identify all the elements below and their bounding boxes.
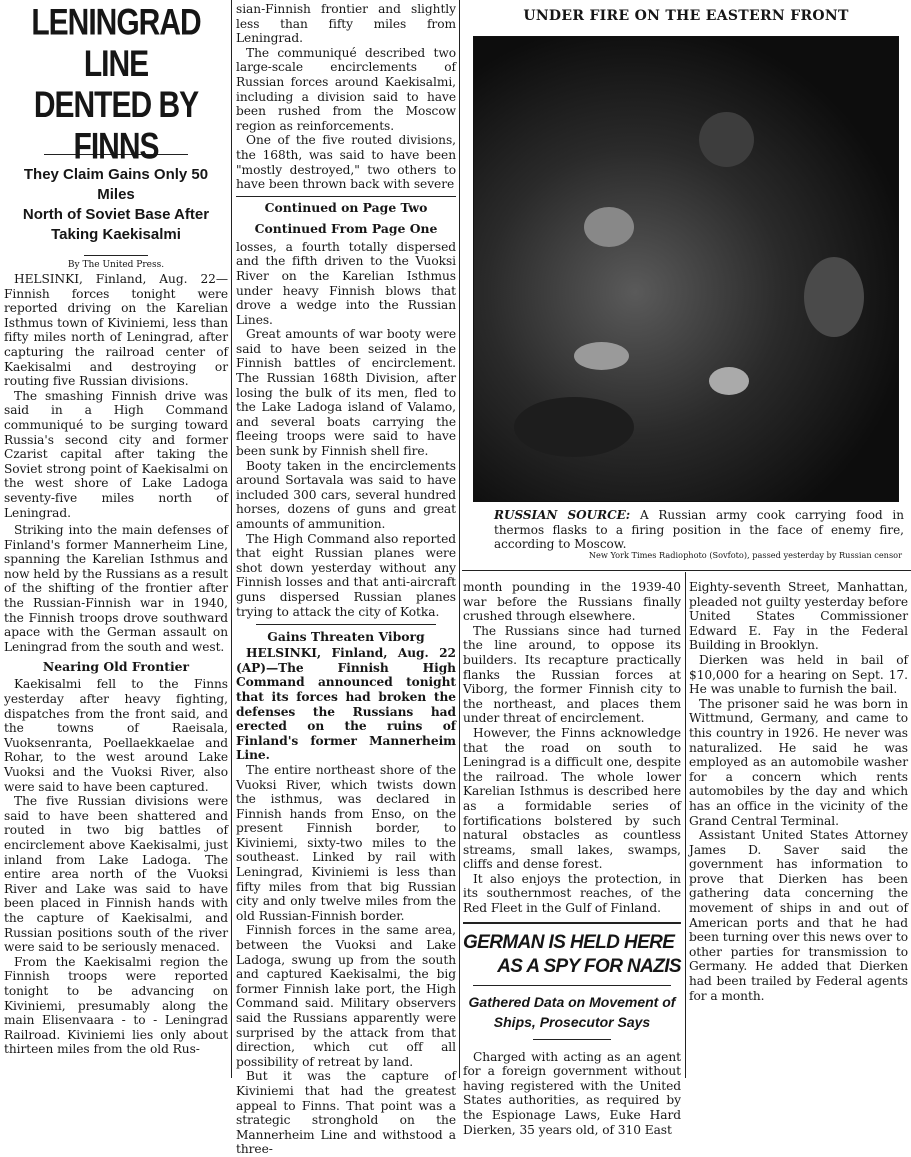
spy-headline bbox=[463, 931, 681, 979]
photo-caption bbox=[494, 508, 904, 552]
subhead-gains-threaten-viborg: Gains Threaten Viborg bbox=[267, 629, 425, 645]
column-rule bbox=[459, 0, 460, 1078]
left-column bbox=[4, 2, 228, 1076]
paragraph: month pounding in the 1939-40 war before the Russians finally crushed through elsewhere. bbox=[463, 580, 681, 624]
paragraph: From the Kaekisalmi region the Finnish troops were reported tonight to be advancing on Kiviniemi, presumably along the main Elisenvaara - to - Leningrad Railroad. Kiviniemi lies only about thirteen miles from the old Rus- bbox=[4, 954, 228, 1057]
continued-on-label: Continued on Page Two bbox=[264, 199, 428, 215]
paragraph: The Russians since had turned the line around, to oppose its builders. Its recapture practically flanks the Russian forces at Viborg, the former Finnish city to the northeast, and places them under threat of encirclement. bbox=[463, 623, 681, 726]
deck-line-2: North of Soviet Base After bbox=[22, 206, 210, 223]
spy-deck-line-1: Gathered Data on Movement of bbox=[468, 993, 676, 1010]
paragraph: The High Command also reported that eight Russian planes were shot down yesterday without any Finnish losses and that anti-aircraft guns dispersed Russian planes trying to attack the city of Kotka. bbox=[236, 531, 456, 619]
photo-credit: New York Times Radiophoto (Sovfoto), passed yesterday by Russian censor bbox=[588, 550, 902, 560]
caption-text: A Russian army cook carrying food in thermos flasks to a firing position in the face of enemy fire, according to Moscow. bbox=[494, 508, 904, 551]
spy-deck bbox=[463, 992, 681, 1032]
paragraph: The five Russian divisions were said to have been shattered and routed in two big battles of encirclement above Kaekisalmi, just inland from Lake Ladoga. The entire area north of the Vuoksi River and Lake was said to have been placed in Finnish hands with the capture of Kaekisalmi, and Russian positions south of the river were said to be seriously menaced. bbox=[4, 794, 228, 955]
spy-headline-rule bbox=[473, 985, 671, 986]
photo-detail bbox=[584, 207, 634, 247]
paragraph: However, the Finns acknowledge that the road on south to Leningrad is a difficult one, despite the railroad. The whole lower Karelian Isthmus is described here as a formidable series of fortifications bolstered by such natural obstacles as countless streams, small lakes, swamps, cliffs and dense forest. bbox=[463, 725, 681, 872]
main-deck bbox=[4, 165, 228, 245]
photo-detail bbox=[514, 397, 634, 457]
spy-headline-line-2: AS A SPY FOR NAZIS bbox=[497, 955, 681, 977]
paragraph: Dierken was held in bail of $10,000 for a hearing on Sept. 17. He was unable to furnish the bail. bbox=[689, 652, 908, 697]
spy-headline-line-1: GERMAN IS HELD HERE bbox=[463, 931, 675, 953]
paragraph: The entire northeast shore of the Vuoksi River, which twists down the isthmus, was declared in Finnish hands from Enso, on the present Finnish border, to Kiviniemi, sixty-two miles to the southeast. Linked by rail with Leningrad, Kiviniemi is less than fifty miles from that big Russian city and only twelve miles from the old Russian-Finnish border. bbox=[236, 762, 456, 923]
main-headline bbox=[4, 2, 228, 167]
main-headline-line-1: LENINGRAD LINE bbox=[31, 2, 201, 85]
paragraph: Booty taken in the encirclements around Sortavala was said to have included 300 cars, several hundred horses, dozens of guns and great amounts of ammunition. bbox=[236, 458, 456, 531]
paragraph: HELSINKI, Finland, Aug. 22—Finnish forces tonight were reported driving on the Karelian Isthmus town of Kiviniemi, less than fifty miles north of Leningrad, after capturing the railroad center of Kaekisalmi and destroying or routing five Russian divisions. bbox=[4, 272, 228, 389]
paragraph: Finnish forces in the same area, between the Vuoksi and Lake Ladoga, swung up from the south and captured Kaekisalmi, the big former Finnish lake port, the High Command said. Military observers said the Russians apparently were surprised by the attack from that direction, which cut off all possibility of retreat by land. bbox=[236, 923, 456, 1069]
photo-block bbox=[462, 2, 910, 568]
photo-detail bbox=[699, 112, 754, 167]
continued-from-label: Continued From Page One bbox=[254, 220, 438, 236]
caption-lead: RUSSIAN SOURCE: bbox=[494, 508, 631, 522]
paragraph: Assistant United States Attorney James D. Saver said the government has information to prove that Dierken has been gathering data concerning the movement of ships in and out of American ports and that he had been turning over this news over to other parties for transmission to Germany. He added that Dierken had been trailed by Federal agents for a month. bbox=[689, 828, 908, 1003]
section-rule bbox=[256, 624, 436, 625]
fourth-column bbox=[689, 580, 908, 1076]
column-rule bbox=[231, 0, 232, 1078]
main-headline-line-2: DENTED BY FINNS bbox=[33, 84, 199, 167]
photo-title: UNDER FIRE ON THE EASTERN FRONT bbox=[523, 8, 849, 24]
deck-line-1: They Claim Gains Only 50 Miles bbox=[23, 166, 209, 203]
paragraph: The smashing Finnish drive was said in a High Command communiqué to be surging toward Russia's second city and former Czarist capital after taking the Soviet strong point of Kaekisalmi on the west shore of Lake Ladoga seventy-five miles north of Leningrad. bbox=[4, 388, 228, 520]
paragraph: Charged with acting as an agent for a foreign government without having registered with the United States authorities, as required by the Espionage Laws, Euke Hard Dierken, 35 years old, of 310 East bbox=[463, 1049, 681, 1137]
third-column bbox=[463, 580, 681, 1137]
paragraph: Great amounts of war booty were said to have been seized in the Finnish battles of encirclement. The Russian 168th Division, after losing the bulk of its men, fled to the Lake Ladoga island of Valamo, and several boats carrying the fleeing troops were said to have been sunk by Finnish shell fire. bbox=[236, 327, 456, 459]
photo-bottom-rule bbox=[462, 570, 911, 571]
subhead-nearing-old-frontier: Nearing Old Frontier bbox=[42, 659, 190, 675]
photo-detail bbox=[574, 342, 629, 370]
photo-detail bbox=[804, 257, 864, 337]
war-photo bbox=[473, 36, 899, 502]
paragraph: One of the five routed divisions, the 168th, was said to have been "mostly destroyed," two others to have been thrown back with severe bbox=[236, 133, 456, 192]
paragraph: Striking into the main defenses of Finland's former Mannerheim Line, spanning the Karelian Isthmus and now held by the Russians as a result of the shifting of the frontier after the Russian-Finnish war in 1940, the Finnish troops drove southward apace with the German assault on Leningrad from the south and west. bbox=[4, 523, 228, 654]
story-rule bbox=[463, 922, 681, 924]
paragraph: The prisoner said he was born in Wittmund, Germany, and came to this country in 1926. He never was naturalized. He said he was employed as an automobile washer for a concern which rents automobiles by the day and which has an office in the vicinity of the Grand Central Terminal. bbox=[689, 696, 908, 828]
paragraph: But it was the capture of Kiviniemi that had the greatest appeal to Finns. That point was a strategic stronghold on the Mannerheim Line and withstood a three- bbox=[236, 1069, 456, 1157]
paragraph: sian-Finnish frontier and slightly less than fifty miles from Leningrad. bbox=[236, 2, 456, 46]
deck-line-3: Taking Kaekisalmi bbox=[51, 226, 181, 243]
paragraph: HELSINKI, Finland, Aug. 22 (AP)—The Finnish High Command announced tonight that its forces had broken the defenses the Russians had erected on the ruins of Finland's former Mannerheim Line. bbox=[236, 646, 456, 763]
spy-deck-rule bbox=[533, 1039, 611, 1040]
paragraph: losses, a fourth totally dispersed and the fifth driven to the Vuoksi River on the Karelian Isthmus under heavy Finnish blows that drove a wedge into the Russian Lines. bbox=[236, 239, 456, 327]
spy-deck-line-2: Ships, Prosecutor Says bbox=[493, 1013, 651, 1030]
photo-detail bbox=[709, 367, 749, 395]
deck-rule bbox=[84, 255, 148, 256]
byline: By The United Press. bbox=[67, 260, 165, 270]
middle-column bbox=[236, 2, 456, 1157]
paragraph: Kaekisalmi fell to the Finns yesterday after heavy fighting, dispatches from the front said, and the towns of Raeisala, Vuoksenranta, Poellaekkaelae and Rohar, to the west around Lake Vuoksi and the Vuoksi River, also were said to have been captured. bbox=[4, 677, 228, 794]
column-rule bbox=[685, 572, 686, 1078]
paragraph: It also enjoys the protection, in its southernmost reaches, of the Red Fleet in the Gulf of Finland. bbox=[463, 871, 681, 916]
paragraph: The communiqué described two large-scale encirclements of Russian forces around Kaekisalmi, including a division said to have been rushed from the Moscow region as reinforcements. bbox=[236, 45, 456, 133]
jump-rule bbox=[236, 196, 456, 197]
paragraph: Eighty-seventh Street, Manhattan, pleaded not guilty yesterday before United States Commissioner Edward E. Fay in the Federal Building in Brooklyn. bbox=[689, 580, 908, 653]
